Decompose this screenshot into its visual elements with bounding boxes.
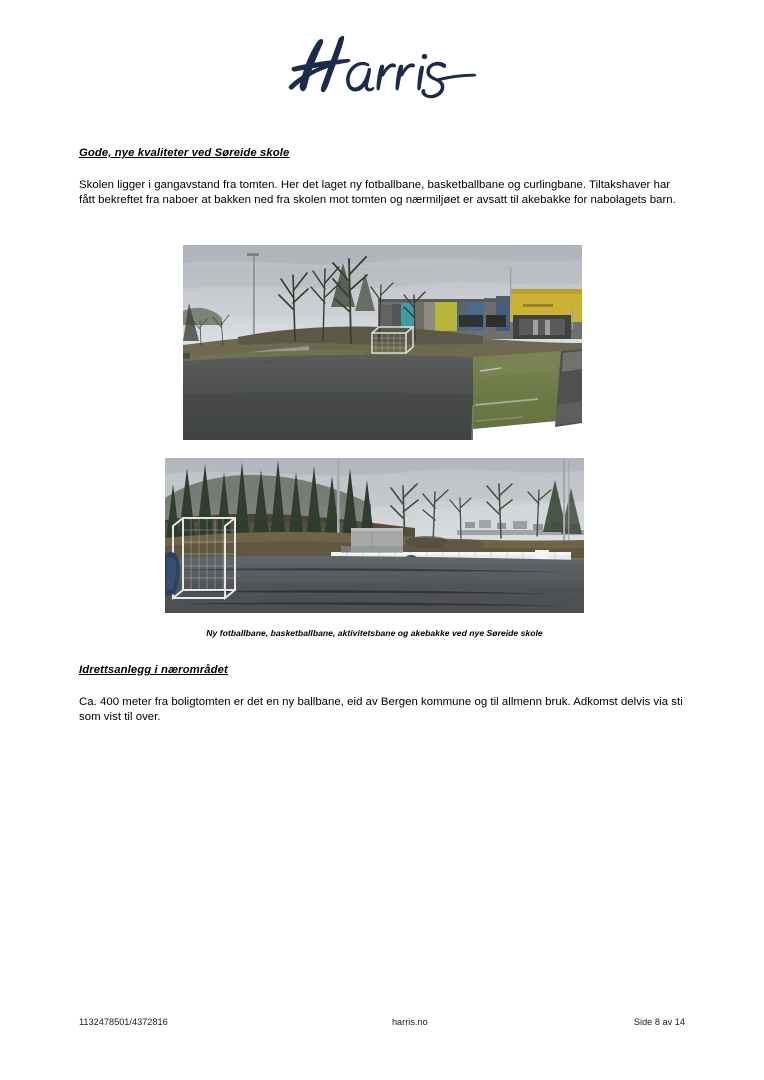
photo-1-illustration bbox=[183, 245, 582, 440]
spacer bbox=[79, 678, 685, 695]
footer-page-number: Side 8 av 14 bbox=[633, 1017, 685, 1027]
photo-caption: Ny fotballbane, basketballbane, aktivitetsbane og akebakke ved nye Søreide skole bbox=[206, 628, 543, 638]
photo-2-illustration bbox=[165, 458, 584, 613]
photo-skole-fotballbane bbox=[183, 245, 582, 440]
brand-logo bbox=[0, 28, 764, 108]
section-heading-idrettsanlegg: Idrettsanlegg i nærområdet bbox=[79, 664, 228, 676]
section-heading-skole: Gode, nye kvaliteter ved Søreide skole bbox=[79, 147, 290, 159]
spacer bbox=[79, 161, 685, 178]
section-paragraph-idrettsanlegg: Ca. 400 meter fra boligtomten er det en ny ballbane, eid av Bergen kommune og til allmenn bruk. Adkomst delvis via sti som vist til over. bbox=[79, 696, 683, 723]
section-skole bbox=[79, 143, 685, 207]
photo-curlingbane bbox=[165, 458, 584, 613]
section-idrettsanlegg bbox=[79, 660, 685, 724]
footer-website: harris.no bbox=[391, 1017, 428, 1027]
section-paragraph-skole: Skolen ligger i gangavstand fra tomten. Her det laget ny fotballbane, basketballbane og curlingbane. Tiltakshaver har fått bekreftet fra naboer at bakken ned fra skolen mot tomten og nærmiljøet er avsatt til akebakke for nabolagets barn. bbox=[79, 179, 676, 206]
footer-reference: 1132478501/4372816 bbox=[79, 1017, 168, 1027]
page-footer bbox=[79, 1016, 685, 1028]
harris-wordmark-icon bbox=[287, 30, 477, 106]
